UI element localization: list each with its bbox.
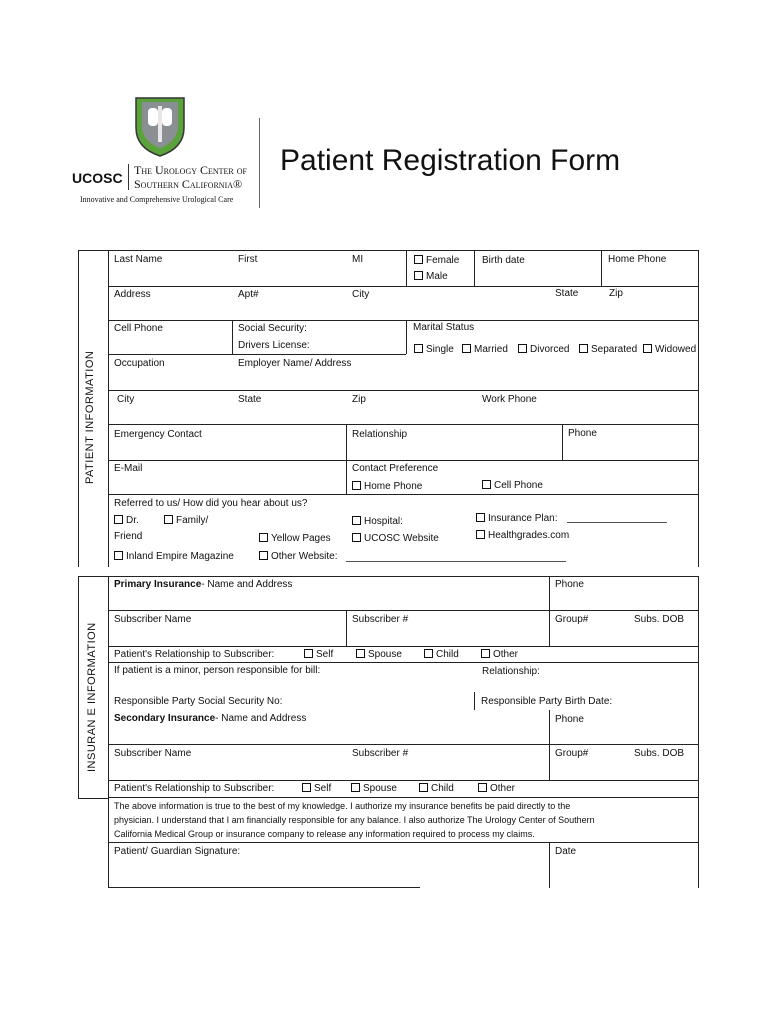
ref-family-checkbox[interactable]: Family/ <box>164 515 208 527</box>
rel2-self-checkbox[interactable]: Self <box>302 783 331 795</box>
ref-yellow-pages-checkbox[interactable]: Yellow Pages <box>259 533 331 545</box>
responsible-ssn-label: Responsible Party Social Security No: <box>114 696 283 707</box>
pref-home-phone-checkbox[interactable]: Home Phone <box>352 481 422 493</box>
work-phone-label: Work Phone <box>482 394 537 405</box>
ref-healthgrades-checkbox[interactable]: Healthgrades.com <box>476 530 569 542</box>
group2-label: Group# <box>555 748 589 759</box>
marital-single-checkbox[interactable]: Single <box>414 344 454 356</box>
secondary-phone-label: Phone <box>555 714 584 725</box>
header-divider <box>259 118 260 208</box>
zip2-label: Zip <box>352 394 366 405</box>
state-label: State <box>555 288 579 299</box>
address-label: Address <box>114 289 151 300</box>
logo-center-line1: The Urology Center of <box>134 163 247 177</box>
insurance-plan-line[interactable] <box>567 522 667 523</box>
zip-label: Zip <box>609 288 623 299</box>
contact-preference-label: Contact Preference <box>352 463 439 474</box>
employer-label: Employer Name/ Address <box>238 358 352 369</box>
minor-relationship-label: Relationship: <box>482 666 540 677</box>
group-label: Group# <box>555 614 589 625</box>
subs-dob-label: Subs. DOB <box>634 614 685 625</box>
rel2-other-checkbox[interactable]: Other <box>478 783 515 795</box>
page-title: Patient Registration Form <box>280 144 621 177</box>
ref-inland-empire-checkbox[interactable]: Inland Empire Magazine <box>114 551 234 563</box>
apt-label: Apt# <box>238 289 259 300</box>
social-security-label: Social Security: <box>238 323 307 334</box>
rel2-child-checkbox[interactable]: Child <box>419 783 454 795</box>
statement-line1: The above information is true to the best of my knowledge. I authorize my insurance benefits be paid directly to the <box>114 801 571 811</box>
relationship-subscriber2-label: Patient's Relationship to Subscriber: <box>114 783 275 794</box>
marital-divorced-checkbox[interactable]: Divorced <box>518 344 569 356</box>
emergency-contact-label: Emergency Contact <box>114 429 202 440</box>
primary-insurance-label: Primary Insurance- Name and Address <box>114 579 293 590</box>
ref-friend-text: Friend <box>114 531 143 542</box>
marital-status-label: Marital Status <box>413 322 475 333</box>
logo-tagline: Innovative and Comprehensive Urological Care <box>80 195 234 204</box>
last-name-label: Last Name <box>114 254 163 265</box>
ref-hospital-checkbox[interactable]: Hospital: <box>352 516 403 528</box>
marital-married-checkbox[interactable]: Married <box>462 344 508 356</box>
primary-phone-label: Phone <box>555 579 584 590</box>
logo-acronym: UCOSC <box>72 170 123 186</box>
emergency-phone-label: Phone <box>568 428 597 439</box>
ref-ucosc-website-checkbox[interactable]: UCOSC Website <box>352 533 439 545</box>
section-label-insurance: INSURAN E INFORMATION <box>86 622 98 772</box>
ref-dr-checkbox[interactable]: Dr. <box>114 515 139 527</box>
other-website-line[interactable] <box>346 561 566 562</box>
date-label: Date <box>555 846 577 857</box>
statement-line3: California Medical Group or insurance company to release any information required to process my claims. <box>114 829 535 839</box>
logo-divider <box>128 164 129 190</box>
subscriber-name2-label: Subscriber Name <box>114 748 192 759</box>
section-label-patient: PATIENT INFORMATION <box>84 350 96 484</box>
referred-label: Referred to us/ How did you hear about us? <box>114 498 308 509</box>
relationship-subscriber-label: Patient's Relationship to Subscriber: <box>114 649 275 660</box>
birth-date-label: Birth date <box>482 255 525 266</box>
responsible-dob-label: Responsible Party Birth Date: <box>481 696 613 707</box>
signature-label: Patient/ Guardian Signature: <box>114 846 241 857</box>
first-name-label: First <box>238 254 258 265</box>
occupation-label: Occupation <box>114 358 165 369</box>
rel-other-checkbox[interactable]: Other <box>481 649 518 661</box>
home-phone-label: Home Phone <box>608 254 667 265</box>
mi-label: MI <box>352 254 364 265</box>
marital-widowed-checkbox[interactable]: Widowed <box>643 344 696 356</box>
male-checkbox[interactable]: Male <box>414 271 448 283</box>
email-label: E-Mail <box>114 463 143 474</box>
subscriber-name-label: Subscriber Name <box>114 614 192 625</box>
pref-cell-phone-checkbox[interactable]: Cell Phone <box>482 480 543 492</box>
city2-label: City <box>117 394 135 405</box>
rel-spouse-checkbox[interactable]: Spouse <box>356 649 402 661</box>
state2-label: State <box>238 394 262 405</box>
ref-insurance-plan-checkbox[interactable]: Insurance Plan: <box>476 513 558 525</box>
drivers-license-label: Drivers License: <box>238 340 310 351</box>
ref-other-website-checkbox[interactable]: Other Website: <box>259 551 338 563</box>
subs-dob2-label: Subs. DOB <box>634 748 685 759</box>
signature-line[interactable] <box>108 887 420 888</box>
logo-center-line2: Southern California® <box>134 177 243 191</box>
female-checkbox[interactable]: Female <box>414 255 459 267</box>
logo-shield <box>134 96 186 158</box>
subscriber-number2-label: Subscriber # <box>352 748 409 759</box>
city-label: City <box>352 289 370 300</box>
rel-self-checkbox[interactable]: Self <box>304 649 333 661</box>
subscriber-number-label: Subscriber # <box>352 614 409 625</box>
rel-child-checkbox[interactable]: Child <box>424 649 459 661</box>
secondary-insurance-label: Secondary Insurance- Name and Address <box>114 713 307 724</box>
minor-responsible-label: If patient is a minor, person responsible for bill: <box>114 665 321 676</box>
cell-phone-label: Cell Phone <box>114 323 163 334</box>
relationship-label: Relationship <box>352 429 408 440</box>
rel2-spouse-checkbox[interactable]: Spouse <box>351 783 397 795</box>
statement-line2: physician. I understand that I am financially responsible for any balance. I also authorize The Urology Center of Southern <box>114 815 595 825</box>
marital-separated-checkbox[interactable]: Separated <box>579 344 637 356</box>
